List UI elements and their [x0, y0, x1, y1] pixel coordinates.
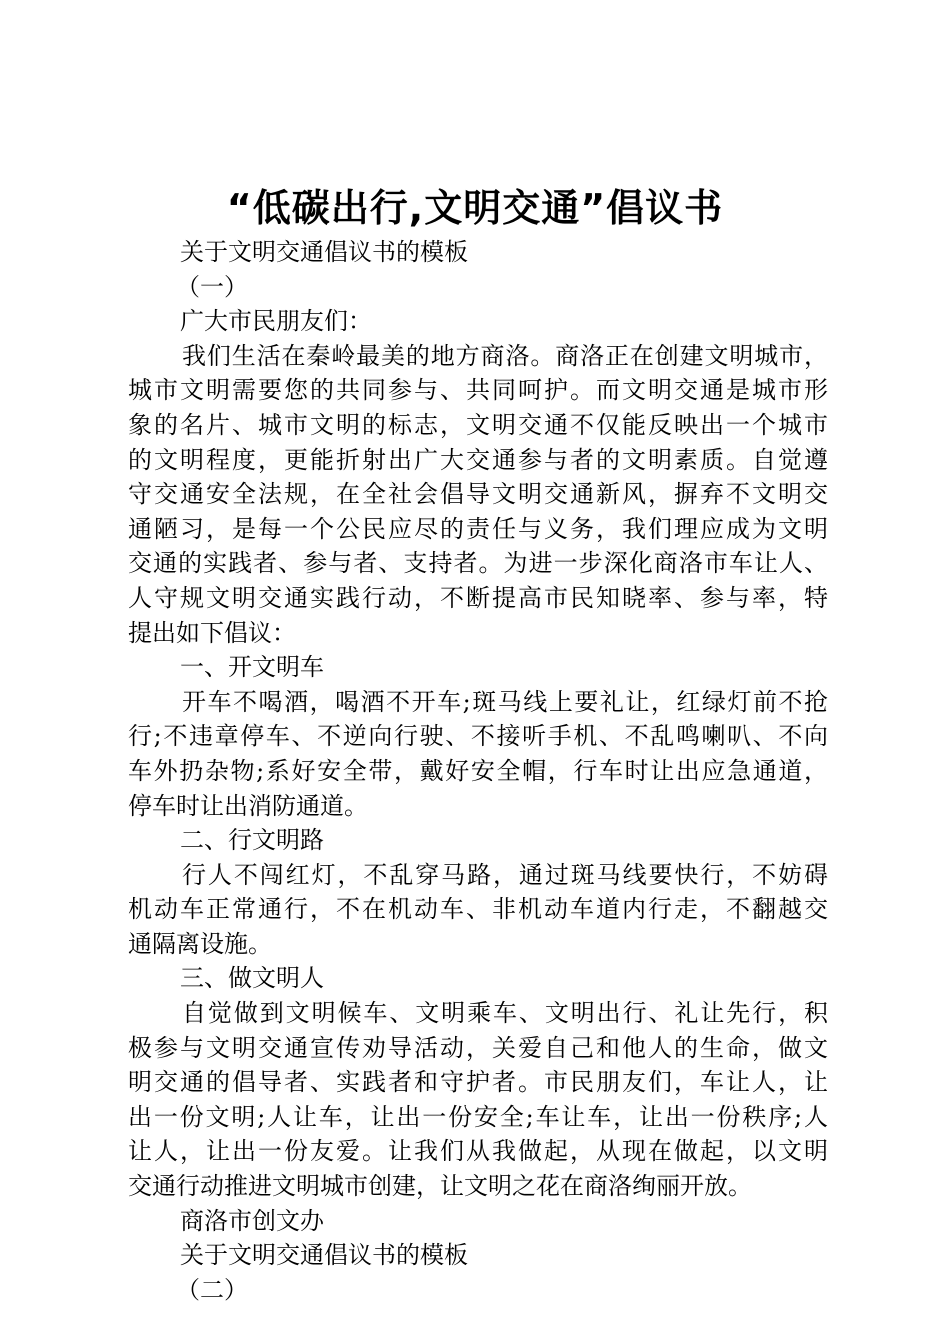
text-line: 让人，让出一份友爱。让我们从我做起，从现在做起，以文明 [128, 1137, 828, 1166]
text-line: 停车时让出消防通道。 [128, 791, 368, 820]
text-line: 交通行动推进文明城市创建，让文明之花在商洛绚丽开放。 [128, 1172, 752, 1201]
text-line: 行;不违章停车、不逆向行驶、不接听手机、不乱鸣喇叭、不向 [128, 722, 828, 751]
text-line: 守交通安全法规，在全社会倡导文明交通新风，摒弃不文明交 [128, 480, 828, 509]
document-title: “低碳出行,文明交通”倡议书 [226, 186, 724, 230]
text-line: 关于文明交通倡议书的模板 [180, 238, 468, 266]
text-line: 自觉做到文明候车、文明乘车、文明出行、礼让先行，积 [182, 999, 828, 1028]
text-line: （二） [176, 1275, 248, 1304]
text-line: 人守规文明交通实践行动，不断提高市民知晓率、参与率，特 [128, 583, 828, 612]
text-line: 通隔离设施。 [128, 929, 272, 958]
text-line: 关于文明交通倡议书的模板 [180, 1241, 468, 1270]
text-line: 商洛市创文办 [180, 1206, 324, 1235]
text-line: 城市文明需要您的共同参与、共同呵护。而文明交通是城市形 [128, 376, 828, 405]
text-line: 开车不喝酒，喝酒不开车;斑马线上要礼让，红绿灯前不抢 [182, 687, 828, 716]
text-line: 出一份文明;人让车，让出一份安全;车让车，让出一份秩序;人 [128, 1102, 828, 1131]
text-line: 二、行文明路 [180, 826, 324, 855]
document-body [128, 235, 828, 1307]
text-line: 机动车正常通行，不在机动车、非机动车道内行走，不翻越交 [128, 895, 828, 924]
text-line: 极参与文明交通宣传劝导活动，关爱自己和他人的生命，做文 [128, 1033, 828, 1062]
text-line: 行人不闯红灯，不乱穿马路，通过斑马线要快行，不妨碍 [182, 860, 828, 889]
text-line: 的文明程度，更能折射出广大交通参与者的文明素质。自觉遵 [128, 445, 828, 474]
text-line: （一） [176, 272, 248, 301]
text-line: 一、开文明车 [180, 653, 324, 682]
text-line: 交通的实践者、参与者、支持者。为进一步深化商洛市车让人、 [128, 549, 828, 578]
text-line: 提出如下倡议： [128, 618, 296, 647]
text-line: 我们生活在秦岭最美的地方商洛。商洛正在创建文明城市， [182, 341, 828, 370]
text-line: 车外扔杂物;系好安全带，戴好安全帽，行车时让出应急通道， [128, 756, 828, 785]
text-line: 象的名片、城市文明的标志，文明交通不仅能反映出一个城市 [128, 410, 828, 439]
text-line: 通陋习，是每一个公民应尽的责任与义务，我们理应成为文明 [128, 514, 828, 543]
text-line: 广大市民朋友们： [180, 307, 372, 336]
text-line: 明交通的倡导者、实践者和守护者。市民朋友们，车让人，让 [128, 1068, 828, 1097]
text-line: 三、做文明人 [180, 964, 324, 993]
